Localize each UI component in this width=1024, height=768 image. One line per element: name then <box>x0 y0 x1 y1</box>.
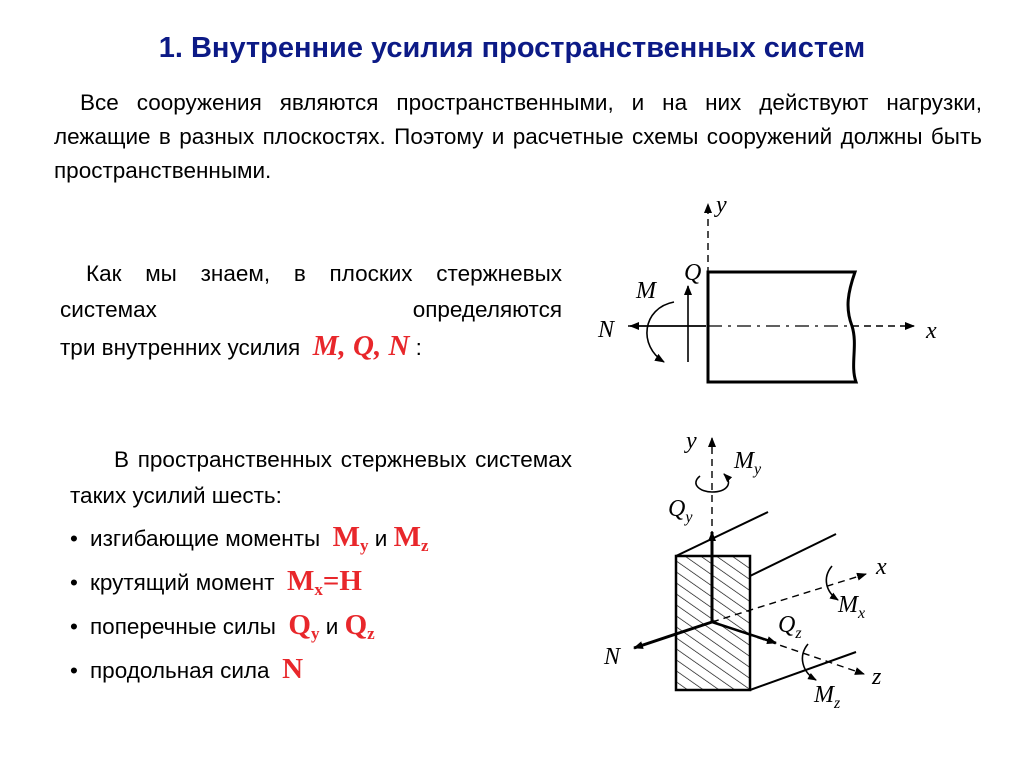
space-intro: В пространственных стержневых системах таких усилий шесть: <box>70 447 572 508</box>
list-item: • крутящий момент $M_x=H$ <box>70 565 362 599</box>
rod-segment <box>708 272 856 382</box>
plane-forces: M, Q, N <box>312 330 410 362</box>
y-label: y <box>686 428 697 454</box>
planar-section-diagram <box>597 192 937 382</box>
rod-edge <box>750 534 836 576</box>
n-label: N <box>604 644 621 670</box>
q-label: Q <box>684 260 702 286</box>
plane-text-tail: три внутренних усилия <box>60 335 301 360</box>
list-item: • изгибающие моменты $M_y$ и $M_z$ <box>70 521 429 555</box>
n-label: N <box>598 317 615 343</box>
mz-label: $M_z$ <box>814 682 841 712</box>
qz-label: $Q_z$ <box>778 612 802 642</box>
qy-label: $Q_y$ <box>668 496 693 526</box>
mx-arc <box>826 566 838 600</box>
moment-arc <box>647 302 674 362</box>
plane-colon: : <box>415 335 422 360</box>
y-label: y <box>716 192 727 218</box>
spatial-section-diagram <box>603 428 887 712</box>
z-label: z <box>872 664 882 690</box>
x-label: x <box>876 554 887 580</box>
page-title: 1. Внутренние усилия пространственных систем <box>158 32 866 64</box>
mz-arc <box>802 644 816 680</box>
m-label: M <box>636 278 656 304</box>
plane-text: Как мы знаем, в плоских стержневых системах определяются <box>60 261 562 322</box>
my-label: $M_y$ <box>734 448 762 478</box>
intro-paragraph: Все сооружения являются пространственными, и на них действуют нагрузки, лежащие в разных плоскостях. Поэтому и расчетные схемы сооружений должны быть пространственными. <box>54 90 982 183</box>
list-item: • поперечные силы $Q_y$ и $Q_z$ <box>70 609 375 643</box>
x-label: x <box>926 318 937 344</box>
list-item: • продольная сила N <box>70 653 304 685</box>
mx-label: $M_x$ <box>838 592 866 622</box>
